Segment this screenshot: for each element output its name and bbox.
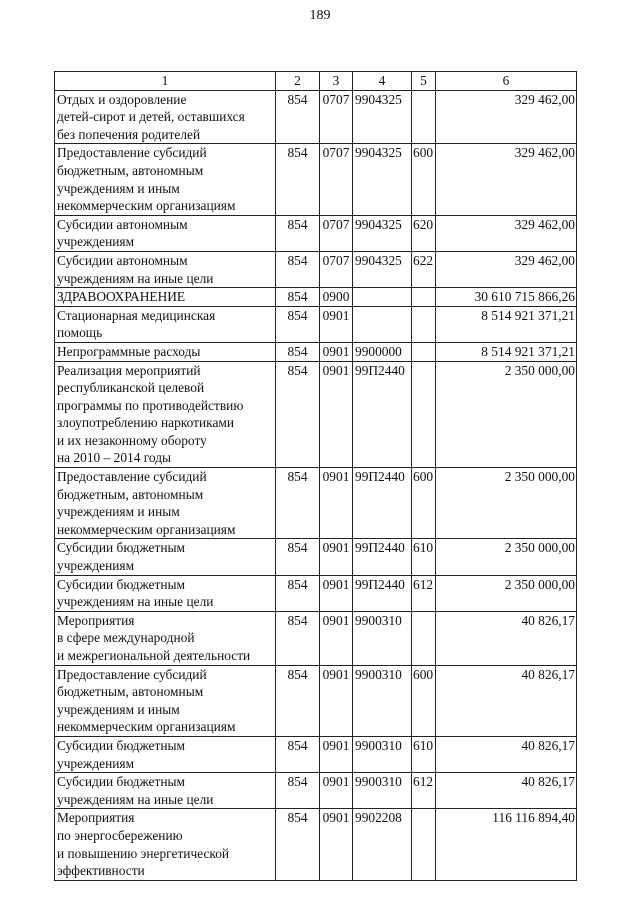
row-col4-cell: 9904325	[353, 90, 412, 144]
row-col2-cell: 854	[276, 611, 320, 665]
row-col5-cell: 612	[412, 773, 436, 809]
table-body	[55, 90, 577, 880]
row-name-cell: Непрограммные расходы	[55, 342, 276, 361]
row-name-cell: Реализация мероприятий республиканской целевой программы по противодействию злоупотреблению наркотиками и их незаконному обороту на 2010 – 2014 годы	[55, 361, 276, 468]
table-row	[55, 736, 577, 772]
row-amount-cell: 2 350 000,00	[436, 468, 577, 539]
table-row	[55, 665, 577, 736]
table-row	[55, 90, 577, 144]
row-name-cell: Мероприятия по энергосбережению и повышению энергетической эффективности	[55, 809, 276, 880]
row-col5-cell: 600	[412, 144, 436, 215]
row-col4-cell: 9900310	[353, 736, 412, 772]
row-col4-cell: 99П2440	[353, 575, 412, 611]
table-row	[55, 809, 577, 880]
table-row	[55, 773, 577, 809]
row-col4-cell: 9904325	[353, 251, 412, 287]
row-col2-cell: 854	[276, 361, 320, 468]
row-col3-cell: 0900	[320, 288, 353, 307]
table-row	[55, 539, 577, 575]
row-col4-cell: 9900310	[353, 773, 412, 809]
row-amount-cell: 40 826,17	[436, 736, 577, 772]
row-amount-cell: 329 462,00	[436, 144, 577, 215]
row-col3-cell: 0707	[320, 215, 353, 251]
row-amount-cell: 8 514 921 371,21	[436, 342, 577, 361]
row-name-cell: Мероприятия в сфере международной и межрегиональной деятельности	[55, 611, 276, 665]
row-col2-cell: 854	[276, 773, 320, 809]
row-col2-cell: 854	[276, 665, 320, 736]
row-amount-cell: 116 116 894,40	[436, 809, 577, 880]
row-col4-cell: 99П2440	[353, 361, 412, 468]
row-amount-cell: 40 826,17	[436, 665, 577, 736]
row-col3-cell: 0901	[320, 342, 353, 361]
table-row	[55, 611, 577, 665]
row-col5-cell	[412, 361, 436, 468]
header-col-1: 1	[55, 72, 276, 91]
row-col2-cell: 854	[276, 288, 320, 307]
row-name-cell: Субсидии бюджетным учреждениям на иные цели	[55, 773, 276, 809]
row-name-cell: Стационарная медицинская помощь	[55, 306, 276, 342]
row-col3-cell: 0901	[320, 306, 353, 342]
row-col3-cell: 0707	[320, 251, 353, 287]
row-name-cell: Субсидии бюджетным учреждениям на иные цели	[55, 575, 276, 611]
row-col2-cell: 854	[276, 251, 320, 287]
row-col3-cell: 0901	[320, 361, 353, 468]
row-col5-cell	[412, 611, 436, 665]
row-col5-cell	[412, 809, 436, 880]
row-col3-cell: 0901	[320, 736, 353, 772]
row-amount-cell: 329 462,00	[436, 251, 577, 287]
row-col4-cell: 9900310	[353, 665, 412, 736]
row-col3-cell: 0901	[320, 665, 353, 736]
row-col5-cell: 610	[412, 539, 436, 575]
row-col4-cell: 9900310	[353, 611, 412, 665]
table-row	[55, 251, 577, 287]
row-col5-cell	[412, 306, 436, 342]
row-col3-cell: 0901	[320, 575, 353, 611]
row-col5-cell	[412, 288, 436, 307]
table-row	[55, 468, 577, 539]
row-col3-cell: 0901	[320, 773, 353, 809]
header-col-3: 3	[320, 72, 353, 91]
table-row	[55, 342, 577, 361]
row-col2-cell: 854	[276, 736, 320, 772]
row-col2-cell: 854	[276, 468, 320, 539]
table-row	[55, 288, 577, 307]
budget-table	[54, 71, 577, 881]
row-amount-cell: 2 350 000,00	[436, 539, 577, 575]
row-col3-cell: 0901	[320, 539, 353, 575]
row-amount-cell: 40 826,17	[436, 611, 577, 665]
row-col5-cell: 600	[412, 468, 436, 539]
table-row	[55, 361, 577, 468]
table-row	[55, 575, 577, 611]
row-name-cell: Предоставление субсидий бюджетным, автономным учреждениям и иным некоммерческим организациям	[55, 144, 276, 215]
row-col5-cell: 620	[412, 215, 436, 251]
row-col3-cell: 0901	[320, 809, 353, 880]
row-col4-cell: 9904325	[353, 215, 412, 251]
header-col-2: 2	[276, 72, 320, 91]
row-col2-cell: 854	[276, 144, 320, 215]
row-col5-cell	[412, 342, 436, 361]
row-col4-cell: 9900000	[353, 342, 412, 361]
row-col4-cell: 9904325	[353, 144, 412, 215]
table-row	[55, 306, 577, 342]
row-col5-cell: 610	[412, 736, 436, 772]
row-amount-cell: 30 610 715 866,26	[436, 288, 577, 307]
row-name-cell: Предоставление субсидий бюджетным, автономным учреждениям и иным некоммерческим организациям	[55, 468, 276, 539]
row-name-cell: Субсидии автономным учреждениям на иные цели	[55, 251, 276, 287]
header-col-4: 4	[353, 72, 412, 91]
row-col2-cell: 854	[276, 215, 320, 251]
row-name-cell: ЗДРАВООХРАНЕНИЕ	[55, 288, 276, 307]
row-name-cell: Субсидии автономным учреждениям	[55, 215, 276, 251]
table-row	[55, 144, 577, 215]
row-col3-cell: 0707	[320, 90, 353, 144]
table-row	[55, 215, 577, 251]
header-col-5: 5	[412, 72, 436, 91]
row-col4-cell: 99П2440	[353, 468, 412, 539]
row-amount-cell: 2 350 000,00	[436, 575, 577, 611]
row-col3-cell: 0707	[320, 144, 353, 215]
row-col4-cell: 99П2440	[353, 539, 412, 575]
row-col5-cell: 612	[412, 575, 436, 611]
row-amount-cell: 8 514 921 371,21	[436, 306, 577, 342]
row-col3-cell: 0901	[320, 468, 353, 539]
page-number: 189	[309, 8, 331, 23]
row-col5-cell	[412, 90, 436, 144]
row-col2-cell: 854	[276, 306, 320, 342]
row-col3-cell: 0901	[320, 611, 353, 665]
row-col4-cell	[353, 306, 412, 342]
row-col4-cell: 9902208	[353, 809, 412, 880]
row-amount-cell: 40 826,17	[436, 773, 577, 809]
row-name-cell: Субсидии бюджетным учреждениям	[55, 539, 276, 575]
row-name-cell: Предоставление субсидий бюджетным, автономным учреждениям и иным некоммерческим организациям	[55, 665, 276, 736]
row-amount-cell: 329 462,00	[436, 90, 577, 144]
row-col2-cell: 854	[276, 90, 320, 144]
row-name-cell: Отдых и оздоровление детей-сирот и детей, оставшихся без попечения родителей	[55, 90, 276, 144]
row-col2-cell: 854	[276, 539, 320, 575]
row-amount-cell: 329 462,00	[436, 215, 577, 251]
header-col-6: 6	[436, 72, 577, 91]
row-col4-cell	[353, 288, 412, 307]
row-col2-cell: 854	[276, 809, 320, 880]
row-name-cell: Субсидии бюджетным учреждениям	[55, 736, 276, 772]
table-header-row	[55, 72, 577, 91]
row-col5-cell: 600	[412, 665, 436, 736]
row-col2-cell: 854	[276, 575, 320, 611]
row-col2-cell: 854	[276, 342, 320, 361]
row-col5-cell: 622	[412, 251, 436, 287]
row-amount-cell: 2 350 000,00	[436, 361, 577, 468]
